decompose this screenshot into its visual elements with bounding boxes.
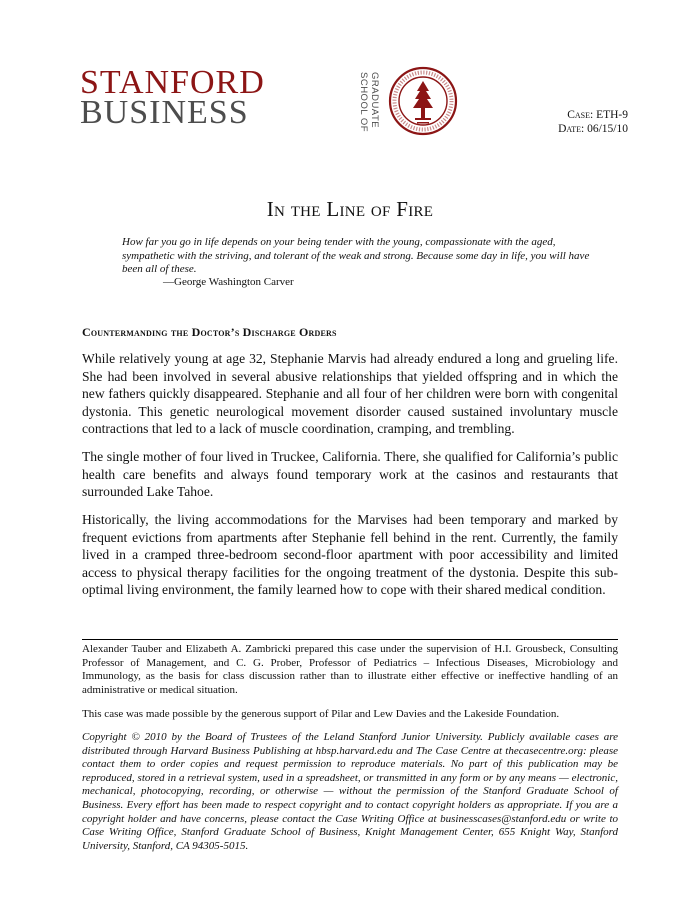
copyright-notice: Copyright © 2010 by the Board of Trustees of the Leland Stanford Junior University. Publicly available cases are distributed through Harvard Business Publishing at hbsp.harvard.edu and The Case Centre at thecasecentre.org: please contact them to order copies and request permission to reproduce materials. No part of this publication may be reproduced, stored in a retrieval system, used in a spreadsheet, or transmitted in any form or by any means — electronic, mechanical, photocopying, recording, or otherwise — without the permission of the Stanford Graduate School of Business. Every effort has been made to respect copyright and to contact copyright holders as appropriate. If you are a copyright holder and have concerns, please contact the Case Writing Office at businesscases@stanford.edu or write to Case Writing Office, Stanford Graduate School of Business, Knight Management Center, 655 Knight Way, Stanford University, Stanford, CA 94305-5015. — [82, 731, 618, 852]
case-date-line — [558, 122, 628, 136]
logo-graduate-text: GRADUATE — [369, 72, 380, 129]
case-number-line — [558, 108, 628, 122]
body-paragraph: Historically, the living accommodations for the Marvises had been temporary and marked by frequent evictions from apartments after Stephanie fell behind in the rent. Currently, the family lived in a cramped three-bedroom second-floor apartment with poor accessibility and limited access to physical therapy facilities for the ongoing treatment of the dystonia. Despite this sub-optimal living environment, the family learned how to cope with their shared medical condition. — [82, 512, 618, 597]
logo-vertical-text — [350, 70, 382, 134]
case-meta — [558, 108, 628, 136]
logo-school-of-text: SCHOOL OF — [358, 72, 369, 133]
support-note: This case was made possible by the generous support of Pilar and Lew Davies and the Lakeside Foundation. — [82, 708, 560, 720]
logo-stanford-word: STANFORD — [80, 64, 265, 101]
stanford-gsb-logo — [80, 66, 380, 136]
section-heading: Countermanding the Doctor’s Discharge Orders — [82, 325, 337, 339]
epigraph-quote: How far you go in life depends on your being tender with the young, compassionate with the aged, sympathetic with the striving, and tolerant of the weak and strong. Because some day in life, you will have been all of these. — [122, 236, 590, 275]
document-title: In the Line of Fire — [266, 197, 434, 221]
footer-divider — [82, 639, 618, 640]
date-label: Date: — [558, 123, 585, 135]
authors-note: Alexander Tauber and Elizabeth A. Zambricki prepared this case under the supervision of H.I. Grousbeck, Consulting Professor of Management, and C. G. Prober, Professor of Pediatrics – Infectious Diseases, Microbiology and Immunology, as the basis for class discussion rather than to illustrate either effective or ineffective handling of an administrative or medical situation. — [82, 643, 618, 696]
case-number: ETH-9 — [596, 109, 628, 121]
case-label: Case: — [567, 109, 594, 121]
case-date: 06/15/10 — [587, 123, 628, 135]
stanford-seal-icon — [388, 66, 458, 136]
epigraph-author: —George Washington Carver — [163, 276, 294, 288]
logo-business-word: BUSINESS — [80, 94, 249, 131]
body-paragraph: While relatively young at age 32, Stephanie Marvis had already endured a long and grueling life. She had been involved in several abusive relationships that yielded offspring and in which the new fathers quickly disappeared. Stephanie and all four of her children were born with congenital dystonia. This genetic neurological movement disorder caused sustained involuntary muscle contractions that led to a lack of muscle coordination, cramping, and trembling. — [82, 351, 618, 436]
body-paragraph: The single mother of four lived in Truckee, California. There, she qualified for California’s public health care benefits and always found temporary work at the casinos and restaurants that surrounded Lake Tahoe. — [82, 449, 618, 499]
